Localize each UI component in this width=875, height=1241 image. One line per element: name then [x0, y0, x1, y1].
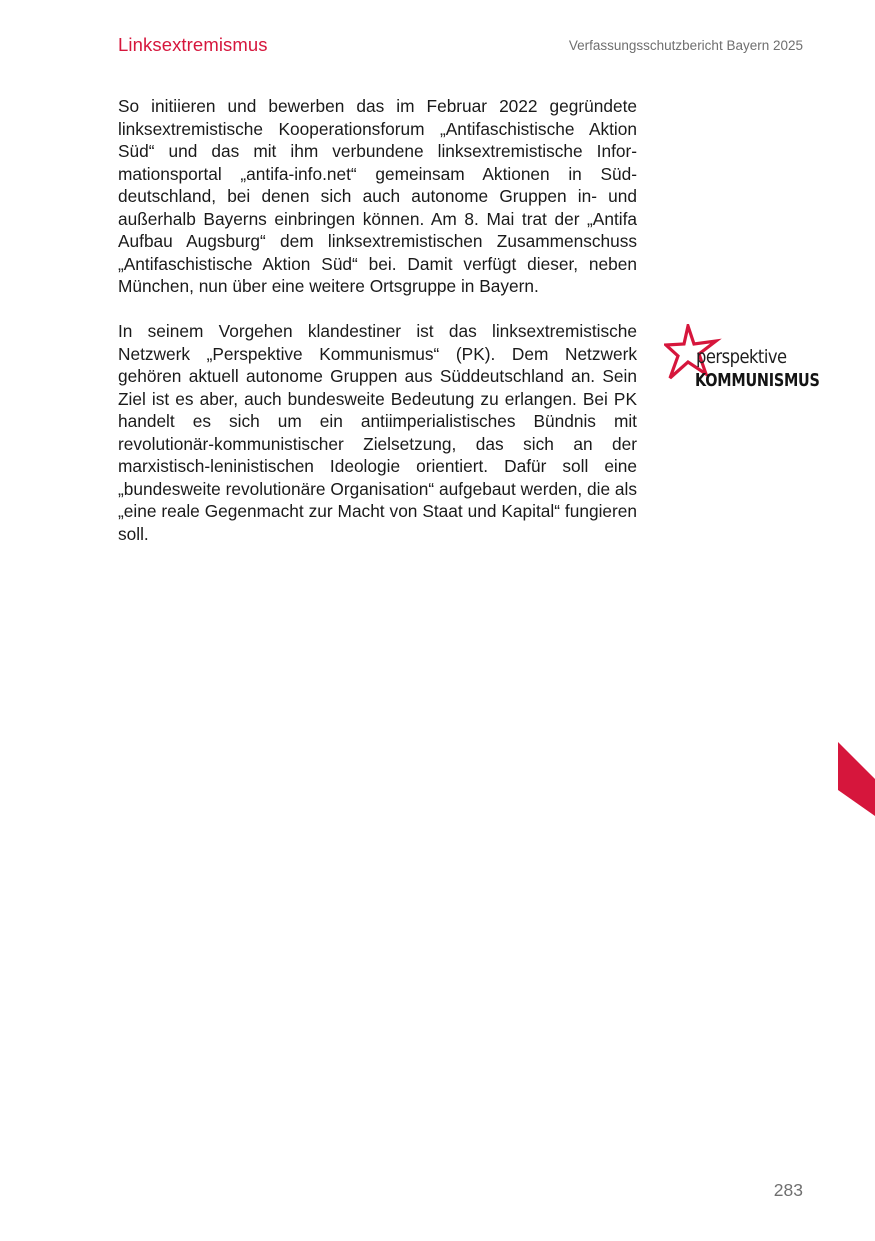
logo-text-perspektive: perspektive	[696, 346, 787, 368]
perspektive-kommunismus-logo	[664, 324, 820, 402]
paragraph-antifa: So initiieren und bewerben das im Februar 2022 gegründete linksextremistische Kooperationsforum „Antifaschistische Aktion Süd“ und das mit ihm verbundene linksextremistische Informationsportal „antifa-info.net“ gemeinsam Aktionen in Süddeutschland, bei denen sich auch autonome Gruppen in- und außerhalb Bayerns einbringen können. Am 8. Mai trat der „Antifa Aufbau Augsburg“ dem linksextremistischen Zusammenschuss „Antifaschistische Aktion Süd“ bei. Damit verfügt dieser, neben München, nun über eine weitere Ortsgruppe in Bayern.	[118, 96, 637, 296]
paragraph-perspektive-kommunismus: In seinem Vorgehen klandestiner ist das linksextremistische Netzwerk „Perspektive Kommunismus“ (PK). Dem Netzwerk gehören aktuell autonome Gruppen aus Süddeutschland an. Sein Ziel ist es aber, auch bundesweite Bedeutung zu erlangen. Bei PK handelt es sich um ein antiimperialistisches Bündnis mit revolutionär-kommunistischer Zielsetzung, das sich an der marxistisch-leninistischen Ideologie orientiert. Dafür soll eine „bundesweite revolutionäre Organisation“ aufgebaut werden, die als „eine reale Gegenmacht zur Macht von Staat und Kapital“ fungieren soll.	[118, 321, 637, 544]
chapter-title: Linksextremismus	[118, 34, 268, 55]
chapter-tab-marker	[838, 742, 875, 816]
report-title: Verfassungsschutzbericht Bayern 2025	[568, 38, 803, 53]
logo-text-kommunismus: KOMMUNISMUS	[695, 370, 820, 391]
page-number: 283	[773, 1180, 803, 1200]
